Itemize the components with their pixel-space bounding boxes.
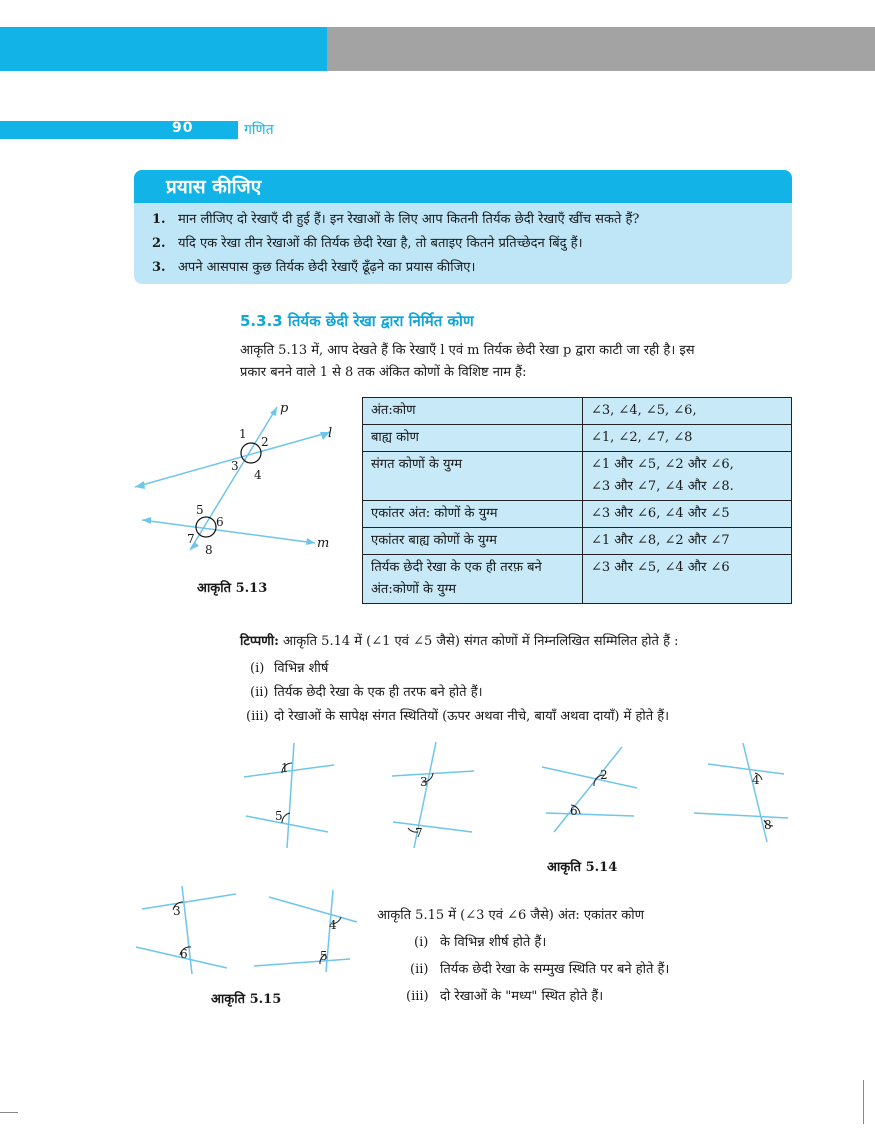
intro-line: प्रकार बनने वाले 1 से 8 तक अंकित कोणों के विशिष्ट नाम हैं: — [240, 365, 527, 380]
angle-list-cell — [583, 452, 792, 501]
arrow-p-top — [270, 407, 277, 416]
note-item-number: (iii) — [246, 709, 269, 724]
angle-list-cell — [583, 425, 792, 452]
figure-5-15-caption: आकृति 5.15 — [211, 992, 282, 1007]
try-item — [152, 233, 583, 251]
figure-5-14-diagram — [240, 740, 800, 850]
try-it-title: प्रयास कीजिए — [166, 176, 262, 198]
alternate-item-number: (i) — [414, 935, 429, 950]
table-row — [363, 452, 792, 501]
table-row — [363, 528, 792, 555]
angle-label-2: 2 — [600, 768, 608, 782]
note-item-text: तिर्यक छेदी रेखा के एक ही तरफ बने होते हैं। — [274, 685, 483, 700]
page-number-strip — [0, 121, 238, 139]
figure-5-13-caption: आकृति 5.13 — [197, 581, 268, 596]
alternate-item — [406, 986, 603, 1004]
try-item — [152, 257, 475, 275]
note-line — [240, 631, 679, 649]
angle-names-table — [362, 397, 792, 604]
angle-label-6: 6 — [180, 947, 188, 961]
angle-label-6: 6 — [216, 515, 224, 529]
subject-name: गणित — [244, 122, 274, 138]
angle-list-line: ∠3 और ∠5, ∠4 और ∠6 — [591, 560, 730, 575]
angle-label-4: 4 — [254, 468, 262, 482]
angle-list-line: ∠3 और ∠7, ∠4 और ∠8. — [591, 479, 734, 494]
note-item-number: (i) — [250, 661, 265, 676]
angle-label-5: 5 — [196, 503, 204, 517]
label-l: l — [328, 426, 333, 441]
note-label: टिप्पणी: — [240, 634, 279, 649]
alternate-item-number: (ii) — [410, 962, 429, 977]
angle-type-cell: एकांतर बाह्य कोणों के युग्म — [363, 528, 583, 555]
angle-label-7: 7 — [415, 826, 423, 840]
alternate-item-number: (iii) — [406, 989, 429, 1004]
angle-list-cell — [583, 555, 792, 604]
label-p: p — [280, 401, 289, 416]
try-item-text: यदि एक रेखा तीन रेखाओं की तिर्यक छेदी रेखा है, तो बताइए कितने प्रतिच्छेदन बिंदु हैं। — [178, 236, 583, 251]
angle-label-2: 2 — [261, 435, 269, 449]
alternate-item-text: के विभिन्न शीर्ष होते हैं। — [440, 935, 547, 950]
page-number: 90 — [172, 120, 194, 136]
angle-label-1: 1 — [239, 427, 247, 441]
try-item-text: मान लीजिए दो रेखाएँ दी हुई हैं। इन रेखाओं के लिए आप कितनी तिर्यक छेदी रेखाएँ खींच सकते हैं? — [178, 212, 640, 227]
angle-label-3: 3 — [231, 459, 239, 473]
try-item-text: अपने आसपास कुछ तिर्यक छेदी रेखाएँ ढूँढ़ने का प्रयास कीजिए। — [178, 260, 476, 275]
alternate-item — [410, 959, 669, 977]
alternate-item-text: तिर्यक छेदी रेखा के सम्मुख स्थिति पर बने होते हैं। — [440, 962, 670, 977]
angle-list-line: ∠1 और ∠5, ∠2 और ∠6, — [591, 457, 734, 472]
angle-type-cell: संगत कोणों के युग्म — [363, 452, 583, 501]
angle-label-5: 5 — [320, 949, 328, 963]
alternate-item — [414, 932, 546, 950]
note-item-number: (ii) — [250, 685, 269, 700]
figure-5-15-diagram — [130, 882, 370, 982]
try-item-number: 2. — [152, 236, 166, 251]
table-row — [363, 425, 792, 452]
angle-type-cell: बाह्य कोण — [363, 425, 583, 452]
crop-mark — [0, 1112, 18, 1113]
figure-5-14-caption: आकृति 5.14 — [547, 860, 618, 875]
crop-mark — [863, 1080, 864, 1124]
arrow-l-left — [135, 481, 145, 489]
angle-list-line: ∠1, ∠2, ∠7, ∠8 — [591, 430, 693, 445]
header-gray-bar — [327, 27, 875, 71]
angle-label-8: 8 — [205, 543, 213, 557]
arrow-m-left — [142, 517, 151, 524]
note-item — [250, 658, 328, 676]
header-color-bar — [0, 27, 327, 71]
angle-label-4: 4 — [329, 918, 337, 932]
try-item-number: 1. — [152, 212, 166, 227]
table-row — [363, 555, 792, 604]
note-item — [250, 682, 483, 700]
try-it-box — [134, 170, 792, 284]
try-item — [152, 209, 639, 227]
table-row — [363, 398, 792, 425]
angle-list-line: ∠3 और ∠6, ∠4 और ∠5 — [591, 506, 730, 521]
note-item — [246, 706, 669, 724]
angle-label-7: 7 — [187, 532, 195, 546]
angle-type-cell: एकांतर अंत: कोणों के युग्म — [363, 501, 583, 528]
arrow-m-right — [306, 538, 315, 545]
angle-label-5: 5 — [275, 809, 283, 823]
alternate-intro: आकृति 5.15 में (∠3 एवं ∠6 जैसे) अंत: एकांतर कोण — [377, 908, 645, 923]
angle-list-line: ∠3, ∠4, ∠5, ∠6, — [591, 403, 697, 418]
angle-list-cell — [583, 398, 792, 425]
angle-label-4: 4 — [752, 773, 760, 787]
angle-label-1: 1 — [281, 761, 289, 775]
table-row — [363, 501, 792, 528]
figure-5-13-diagram — [130, 400, 360, 570]
angle-label-3: 3 — [173, 904, 181, 918]
angle-list-cell — [583, 501, 792, 528]
try-item-number: 3. — [152, 260, 166, 275]
line-m — [142, 520, 315, 543]
section-title: 5.3.3 तिर्यक छेदी रेखा द्वारा निर्मित कोण — [240, 312, 474, 330]
angle-type-cell: अंत:कोण — [363, 398, 583, 425]
intro-line: आकृति 5.13 में, आप देखते हैं कि रेखाएँ l एवं m तिर्यक छेदी रेखा p द्वारा काटी जा रही है। इस — [240, 343, 695, 358]
label-m: m — [317, 536, 330, 551]
note-item-text: विभिन्न शीर्ष — [274, 661, 329, 676]
angle-label-3: 3 — [420, 775, 428, 789]
transversal-p — [190, 407, 277, 550]
angle-label-8: 8 — [764, 818, 772, 832]
angle-label-6: 6 — [570, 804, 578, 818]
angle-type-cell: तिर्यक छेदी रेखा के एक ही तरफ़ बने अंत:कोणों के युग्म — [363, 555, 583, 604]
note-item-text: दो रेखाओं के सापेक्ष संगत स्थितियों (ऊपर अथवा नीचे, बायाँ अथवा दायाँ) में होते हैं। — [274, 709, 670, 724]
angle-list-cell — [583, 528, 792, 555]
note-text: आकृति 5.14 में (∠1 एवं ∠5 जैसे) संगत कोणों में निम्नलिखित सम्मिलित होते हैं : — [278, 634, 679, 649]
alternate-item-text: दो रेखाओं के "मध्य" स्थित होते हैं। — [440, 989, 604, 1004]
angle-list-line: ∠1 और ∠8, ∠2 और ∠7 — [591, 533, 730, 548]
